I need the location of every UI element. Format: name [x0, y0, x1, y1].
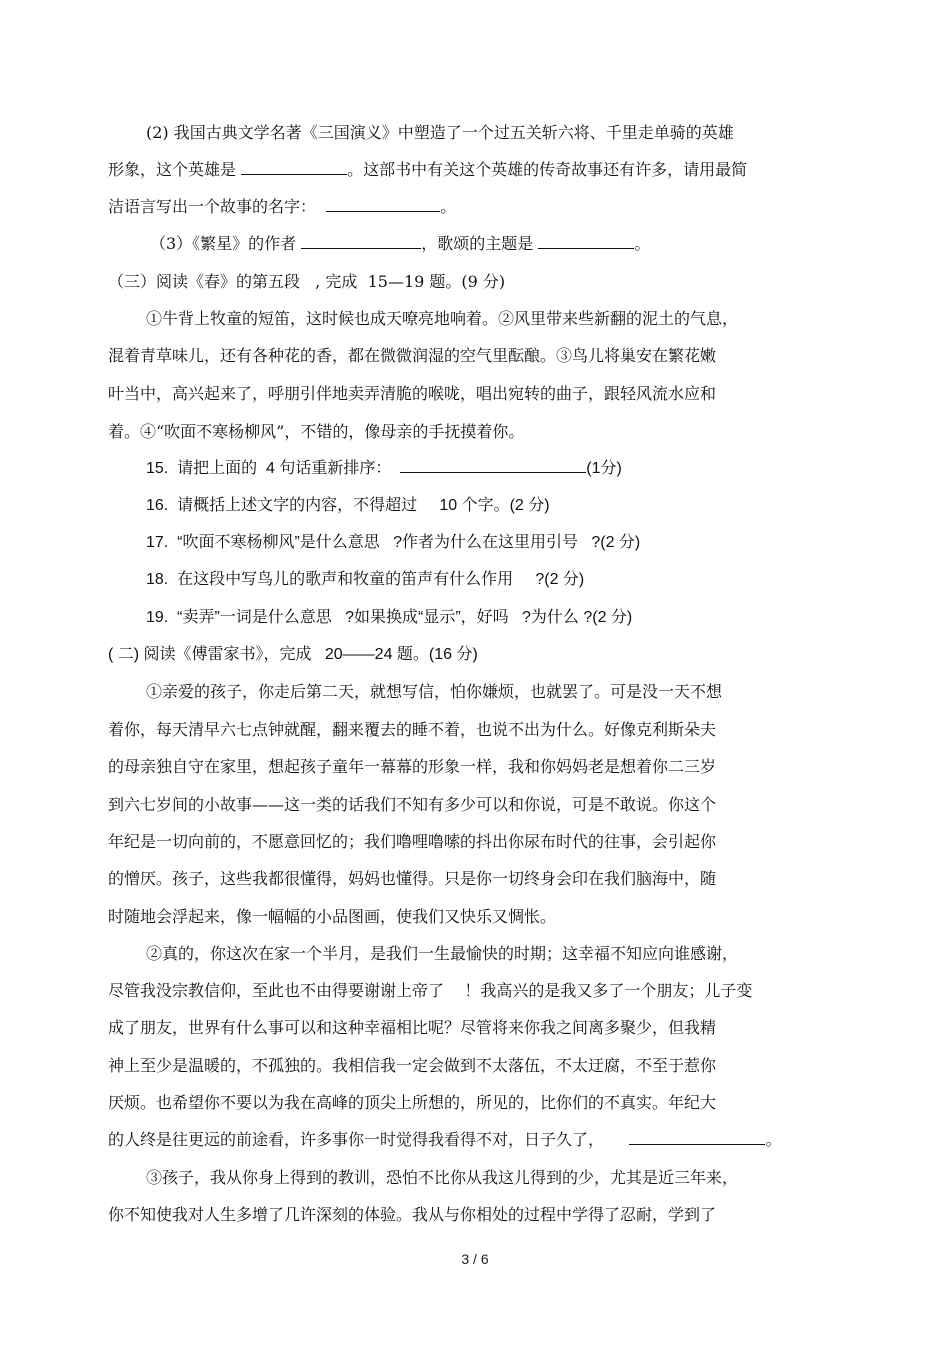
question-19: 19. “卖弄”一词是什么意思 ?如果换成“显示”，好吗 ?为什么 ?(2 分)	[146, 609, 633, 626]
spring-para-line-1: ①牛背上牧童的短笛，这时候也成天嘹亮地响着。②风里带来些新翻的泥土的气息，	[146, 309, 739, 328]
letter-p1-line-3: 的母亲独自守在家里，想起孩子童年一幕幕的形象一样，我和你妈妈老是想着你二三岁	[108, 757, 717, 776]
q2-line-2-prefix: 形象，这个英雄是	[108, 160, 237, 179]
letter-p2-line-6	[108, 1129, 781, 1151]
letter-p3-line-2: 你不知使我对人生多增了几许深刻的体验。我从与你相处的过程中学得了忍耐，学到了	[108, 1205, 717, 1224]
q2-line-3-suffix: 。	[440, 197, 457, 216]
question-15	[146, 458, 622, 480]
q2-line-2-suffix: 。这部书中有关这个英雄的传奇故事还有许多，请用最简	[347, 160, 748, 179]
letter-p2-line-1: ②真的，你这次在家一个半月，是我们一生最愉快的时期；这幸福不知应向谁感谢，	[146, 944, 739, 963]
q2-line-3-prefix: 洁语言写出一个故事的名字：	[108, 197, 317, 216]
answer-blank-theme[interactable]	[538, 234, 634, 249]
spring-para-line-3: 叶当中，高兴起来了，呼朋引伴地卖弄清脆的喉咙，唱出宛转的曲子，跟轻风流水应和	[108, 384, 717, 403]
letter-p3-line-1: ③孩子，我从你身上得到的教训，恐怕不比你从我这儿得到的少，尤其是近三年来，	[146, 1168, 739, 1187]
answer-blank-15[interactable]	[400, 458, 586, 473]
letter-p2-line-6-end: 。	[765, 1130, 782, 1149]
question-17: 17. “吹面不寒杨柳风”是什么意思 ?作者为什么在这里用引号 ?(2 分)	[146, 534, 641, 551]
question-18: 18. 在这段中写鸟儿的歌声和牧童的笛声有什么作用 ?(2 分)	[146, 571, 585, 588]
answer-blank-hero[interactable]	[241, 160, 347, 175]
answer-blank-author[interactable]	[301, 234, 421, 249]
question-15-text: 15. 请把上面的 4 句话重新排序：	[146, 460, 392, 477]
letter-p2-line-4: 神上至少是温暖的，不孤独的。我相信我一定会做到不太落伍，不太迂腐，不至于惹你	[108, 1056, 717, 1075]
answer-blank-story[interactable]	[326, 197, 440, 212]
q2-line-1: (2) 我国古典文学名著《三国演义》中塑造了一个过五关斩六将、千里走单骑的英雄	[146, 123, 734, 142]
q2-line-3	[108, 196, 456, 218]
section-2-heading: ( 二) 阅读《傅雷家书》，完成 20——24 题。(16 分)	[108, 646, 478, 663]
question-15-score: (1分)	[586, 460, 622, 477]
letter-p1-line-2: 着你，每天清早六七点钟就醒，翻来覆去的睡不着，也说不出为什么。好像克利斯朵夫	[108, 720, 717, 739]
letter-p2-line-5: 厌烦。也希望你不要以为我在高峰的顶尖上所想的，所见的，比你们的不真实。年纪大	[108, 1093, 717, 1112]
letter-p1-line-6: 的憎厌。孩子，这些我都很懂得，妈妈也懂得。只是你一切终身会印在我们脑海中，随	[108, 869, 717, 888]
q3-middle: ，歌颂的主题是	[421, 234, 534, 253]
q2-line-2	[108, 159, 747, 181]
letter-p2-line-3: 成了朋友，世界有什么事可以和这种幸福相比呢？尽管将来你我之间离多聚少，但我精	[108, 1018, 717, 1037]
letter-p1-line-5: 年纪是一切向前的，不愿意回忆的；我们噜哩噜嗦的抖出你尿布时代的往事，会引起你	[108, 832, 717, 851]
letter-p1-line-1: ①亲爱的孩子，你走后第二天，就想写信，怕你嫌烦，也就罢了。可是没一天不想	[146, 682, 723, 701]
q3-prefix: （3）《繁星》的作者	[150, 234, 297, 253]
spring-para-line-2: 混着青草味儿，还有各种花的香，都在微微润湿的空气里酝酿。③鸟儿将巢安在繁花嫩	[108, 346, 717, 365]
letter-p2-line-6-text: 的人终是往更远的前途看，许多事你一时觉得我看得不对，日子久了，	[108, 1130, 605, 1149]
page-number: 3 / 6	[461, 1251, 489, 1267]
answer-blank-letter[interactable]	[629, 1130, 765, 1145]
question-16: 16. 请概括上述文字的内容，不得超过 10 个字。(2 分)	[146, 497, 550, 514]
letter-p2-line-2: 尽管我没宗教信仰，至此也不由得要谢谢上帝了 ！我高兴的是我又多了一个朋友；儿子变	[108, 981, 753, 1000]
q3-line	[150, 233, 650, 255]
letter-p1-line-7: 时随地会浮起来，像一幅幅的小品图画，使我们又快乐又惆怅。	[108, 907, 557, 926]
section-3-heading: （三）阅读《春》的第五段 , 完成 15—19 题。(9 分)	[108, 272, 506, 291]
letter-p1-line-4: 到六七岁间的小故事——这一类的话我们不知有多少可以和你说，可是不敢说。你这个	[108, 795, 717, 814]
q3-suffix: 。	[634, 234, 651, 253]
spring-para-line-4: 着。④“吹面不寒杨柳风”，不错的，像母亲的手抚摸着你。	[108, 422, 525, 441]
